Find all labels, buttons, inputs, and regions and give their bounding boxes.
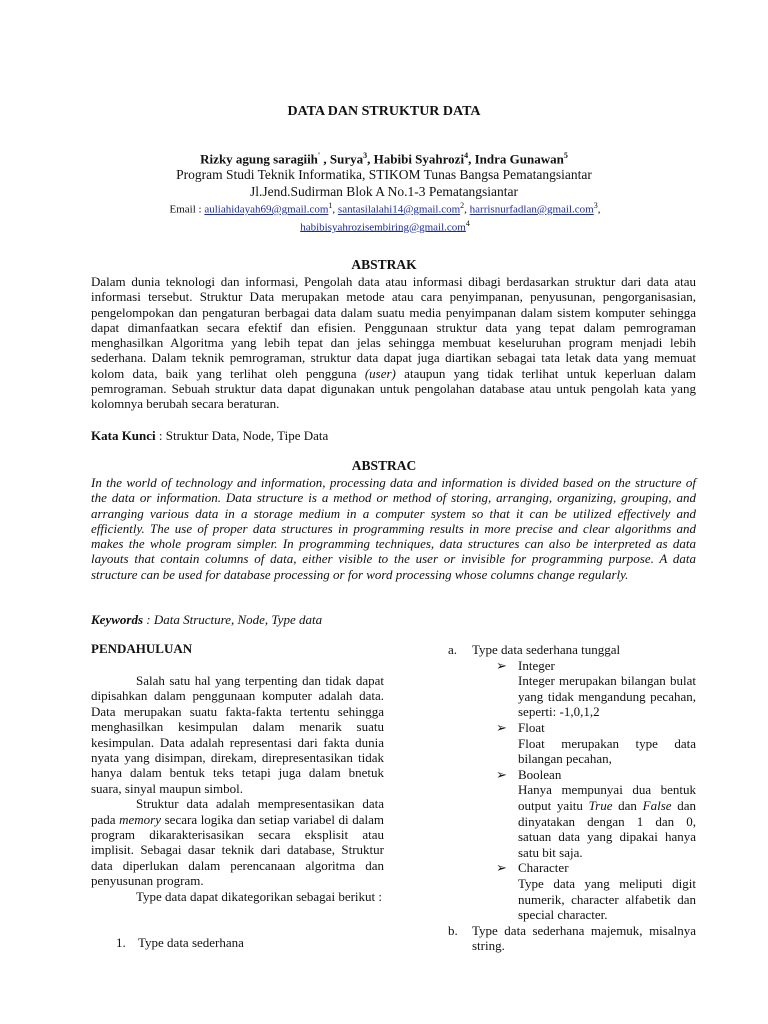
bullet-title: Float bbox=[518, 719, 545, 735]
keywords-label: Keywords bbox=[91, 612, 143, 627]
author-sup: 4 bbox=[464, 151, 469, 160]
abstrak-italic: (user) bbox=[364, 365, 396, 381]
bullet-description: Integer merupakan bilangan bulat yang tidak mengandung pecahan, seperti: -1,0,1,2 bbox=[518, 673, 696, 720]
author-name: , Habibi Syahrozi bbox=[367, 151, 465, 167]
abstrak-body bbox=[91, 274, 696, 412]
pendahuluan-heading: PENDAHULUAN bbox=[91, 641, 193, 656]
email-list: Email : auliahidayah69@gmail.com$^1$, santasilalahi14@gmail.com$^2$, harrisnurfadlan@gmail.com$^3$, habibisyahrozisembiring@gmail.com$^4$ bbox=[169, 201, 601, 234]
kata-kunci-value: : Struktur Data, Node, Tipe Data bbox=[155, 428, 329, 443]
author-sup: 3 bbox=[363, 151, 368, 160]
affiliation-line-1: Program Studi Teknik Informatika, STIKOM Tunas Bangsa Pematangsiantar bbox=[176, 167, 592, 182]
keywords bbox=[91, 612, 322, 628]
pendahuluan-paragraph-1: Salah satu hal yang terpenting dan tidak dapat dipisahkan dalam penggunaan komputer adalah data. Data merupakan suatu fakta-fakta tertentu sehingga menghasilkan kesimpulan dalam menarik suatu kesimpulan. Data adalah representasi dari fakta dunia nyata yang disimpan, direkam, direpresentasikan tidak hanya dalam bentuk teks tetapi juga dalam bnetuk suara, sinyal maupun simbol. bbox=[91, 673, 384, 796]
abstrak-heading: ABSTRAK bbox=[351, 257, 417, 272]
list-item bbox=[116, 935, 244, 951]
abstrac-heading: ABSTRAC bbox=[351, 458, 417, 473]
author-sup: 5 bbox=[563, 151, 568, 160]
list-item-a bbox=[448, 642, 696, 658]
list-text: Type data sederhana bbox=[138, 935, 244, 950]
bullet-title: Integer bbox=[518, 657, 555, 673]
paragraph-text: Struktur data adalah mempresentasikan data pada bbox=[91, 796, 384, 827]
arrow-bullet-icon: ➢ bbox=[496, 719, 507, 735]
email-sup: 2 bbox=[460, 201, 465, 210]
author-sup: ' bbox=[317, 151, 321, 160]
bullet-description: Type data yang meliputi digit numerik, character alfabetik dan special character. bbox=[518, 875, 696, 923]
bullet-description bbox=[448, 782, 696, 860]
email-link[interactable]: santasilalahi14@gmail.com bbox=[337, 203, 461, 216]
list-marker: a. bbox=[448, 642, 458, 657]
abstrac-body: In the world of technology and information, processing data and information is divided based on the structure of the data or information. Data structure is a method or method of storing, arranging, organizing, grouping, and arranging various data in a storage medium in a computer system so that it can be utilized effectively and efficiently. The use of proper data structures in programming results in more precise and clear algorithms and makes the whole program simpler. In programming techniques, data structures can also be interpreted as data layouts that contain columns of data, either visible to the user or invisible for programming purpose. A data structure can be used for database processing or for word processing whose columns change regularly. bbox=[91, 475, 696, 582]
paper-title: DATA DAN STRUKTUR DATA bbox=[287, 104, 481, 119]
paragraph-text: secara logika dan setiap variabel di dalam program dikarakterisasikan secara eksplisit atau implisit. Sebagai dasar teknik dari database, Struktur data diperlukan dalam perencanaan algoritma dan penyusunan program. bbox=[91, 811, 384, 889]
bullet-item bbox=[448, 658, 696, 674]
bullet-title: Character bbox=[518, 860, 569, 876]
description-italic: False bbox=[642, 797, 672, 813]
list-text: Type data sederhana tunggal bbox=[472, 642, 621, 657]
description-text: Hanya mempunyai dua bentuk output yaitu bbox=[518, 782, 696, 813]
author-list bbox=[0, 151, 768, 167]
email-link[interactable]: auliahidayah69@gmail.com bbox=[204, 203, 329, 216]
list-text: Type data sederhana majemuk, misalnya string. bbox=[472, 922, 696, 954]
pendahuluan-paragraph-3: Type data dapat dikategorikan sebagai berikut : bbox=[136, 888, 382, 904]
list-item-b bbox=[448, 923, 696, 954]
type-list bbox=[448, 642, 696, 954]
arrow-bullet-icon: ➢ bbox=[496, 657, 507, 673]
description-text: dan dinyatakan dengan 1 dan 0, satuan data yang dipakai hanya satu bit saja. bbox=[518, 797, 696, 860]
arrow-bullet-icon: ➢ bbox=[496, 766, 507, 782]
author-name: , Indra Gunawan bbox=[468, 151, 564, 167]
email-link[interactable]: harrisnurfadlan@gmail.com bbox=[469, 203, 594, 216]
affiliation-line-2: Jl.Jend.Sudirman Blok A No.1-3 Pematangsiantar bbox=[249, 184, 519, 199]
bullet-item bbox=[448, 860, 696, 876]
list-marker: b. bbox=[448, 922, 458, 938]
author-name: Rizky agung saragiih bbox=[200, 151, 318, 167]
arrow-bullet-icon: ➢ bbox=[496, 860, 507, 876]
description-text: dan bbox=[612, 797, 643, 813]
email-label: Email : bbox=[169, 203, 205, 216]
kata-kunci bbox=[91, 428, 328, 444]
bullet-title: Boolean bbox=[518, 766, 562, 782]
email-sup: 1 bbox=[328, 201, 333, 210]
bullet-item bbox=[448, 767, 696, 783]
email-link[interactable]: habibisyahrozisembiring@gmail.com bbox=[300, 221, 466, 234]
abstrak-text: ataupun yang tidak terlihat untuk keperluan dalam pemrograman. Sebuah struktur data dapat digunakan untuk pengolahan database atau untuk pengolah kata yang kolomnya berubah secara beraturan. bbox=[91, 365, 697, 412]
keywords-value: : Data Structure, Node, Type data bbox=[143, 612, 323, 627]
email-sup: 3 bbox=[593, 201, 598, 210]
kata-kunci-label: Kata Kunci bbox=[91, 428, 156, 443]
bullet-description: Float merupakan type data bilangan pecahan, bbox=[518, 735, 696, 767]
pendahuluan-body bbox=[91, 673, 384, 904]
abstrak-text: Dalam dunia teknologi dan informasi, Pengolah data atau informasi dibagi berdasarkan struktur dari data atau informasi tersebut. Struktur Data merupakan metode atau cara penyimpanan, penyusunan, pengorganisasian, pengelompokan dan pengaturan berbagai data dalam suatu media penyimpanan dalam sistem komputer sehingga dapat dimanfaatkan secara efektif dan efisien. Penggunaan struktur data yang tepat dalam pemrograman menghasilkan Algoritma yang lebih tepat dan jelas sehingga membuat keseluruhan program menjadi lebih sederhana. Dalam teknik pemrograman, struktur data dapat juga diartikan sebagai tata letak data yang memuat kolom data, baik yang terlihat oleh pengguna bbox=[91, 274, 696, 381]
pendahuluan-paragraph-2 bbox=[91, 796, 384, 888]
author-name: , Surya bbox=[320, 151, 364, 167]
list-number: 1. bbox=[116, 935, 126, 950]
email-sup: 4 bbox=[465, 218, 470, 228]
description-italic: True bbox=[588, 797, 613, 813]
paragraph-italic: memory bbox=[119, 811, 162, 827]
bullet-item bbox=[448, 720, 696, 736]
